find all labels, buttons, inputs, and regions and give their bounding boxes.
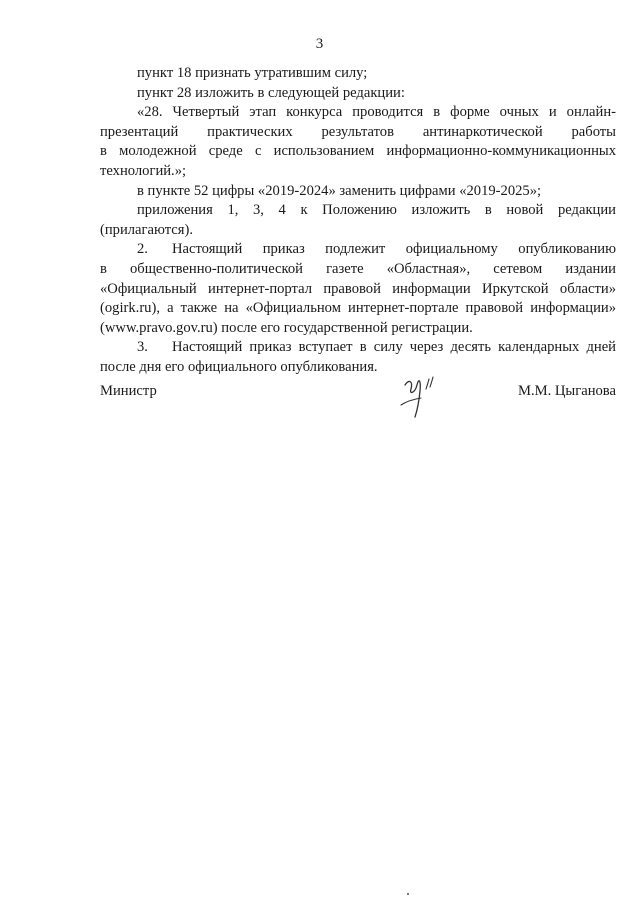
- clause-2-line-5: (www.pravo.gov.ru) после его государственной регистрации.: [100, 319, 473, 336]
- document-body: [100, 64, 616, 378]
- clause-number: 3.: [137, 339, 148, 356]
- paragraph-quote-line-1: «28. Четвертый этап конкурса проводится в форме очных и онлайн-: [137, 104, 616, 121]
- clause-2-line-4: (ogirk.ru), а также на «Официальном интернет-портале правовой информации»: [100, 300, 616, 317]
- signer-title: Министр: [100, 383, 157, 399]
- clause-text: Настоящий приказ вступает в силу через десять календарных дней: [172, 339, 616, 356]
- clause-number: 2.: [137, 241, 148, 258]
- clause-2-line-2: в общественно-политической газете «Областная», сетевом издании: [100, 260, 616, 277]
- paragraph-item-28: пункт 28 изложить в следующей редакции:: [137, 84, 405, 101]
- clause-text: Настоящий приказ подлежит официальному опубликованию: [172, 241, 616, 258]
- paragraph-item-18: пункт 18 признать утратившим силу;: [137, 65, 368, 81]
- paragraph-item-52: в пункте 52 цифры «2019-2024» заменить цифрами «2019-2025»;: [137, 182, 542, 199]
- clause-2-line-1: [100, 240, 616, 260]
- clause-3-line-2: после дня его официального опубликования.: [100, 358, 378, 375]
- handwritten-signature-icon: [395, 367, 455, 427]
- paragraph-quote-line-2: презентаций практических результатов антинаркотической работы: [100, 123, 616, 140]
- paragraph-appendices-line-2: (прилагаются).: [100, 221, 193, 238]
- paragraph-appendices-line-1: приложения 1, 3, 4 к Положению изложить в новой редакции: [137, 202, 616, 219]
- paragraph-quote-line-4: технологий.»;: [100, 162, 187, 179]
- signer-name: М.М. Цыганова: [518, 383, 616, 399]
- clause-3-line-1: [100, 338, 616, 358]
- clause-2-line-3: «Официальный интернет-портал правовой информации Иркутской области»: [100, 280, 616, 297]
- scan-dot: [407, 893, 409, 895]
- page-number: 3: [315, 36, 324, 52]
- paragraph-quote-line-3: в молодежной среде с использованием информационно-коммуникационных: [100, 143, 616, 160]
